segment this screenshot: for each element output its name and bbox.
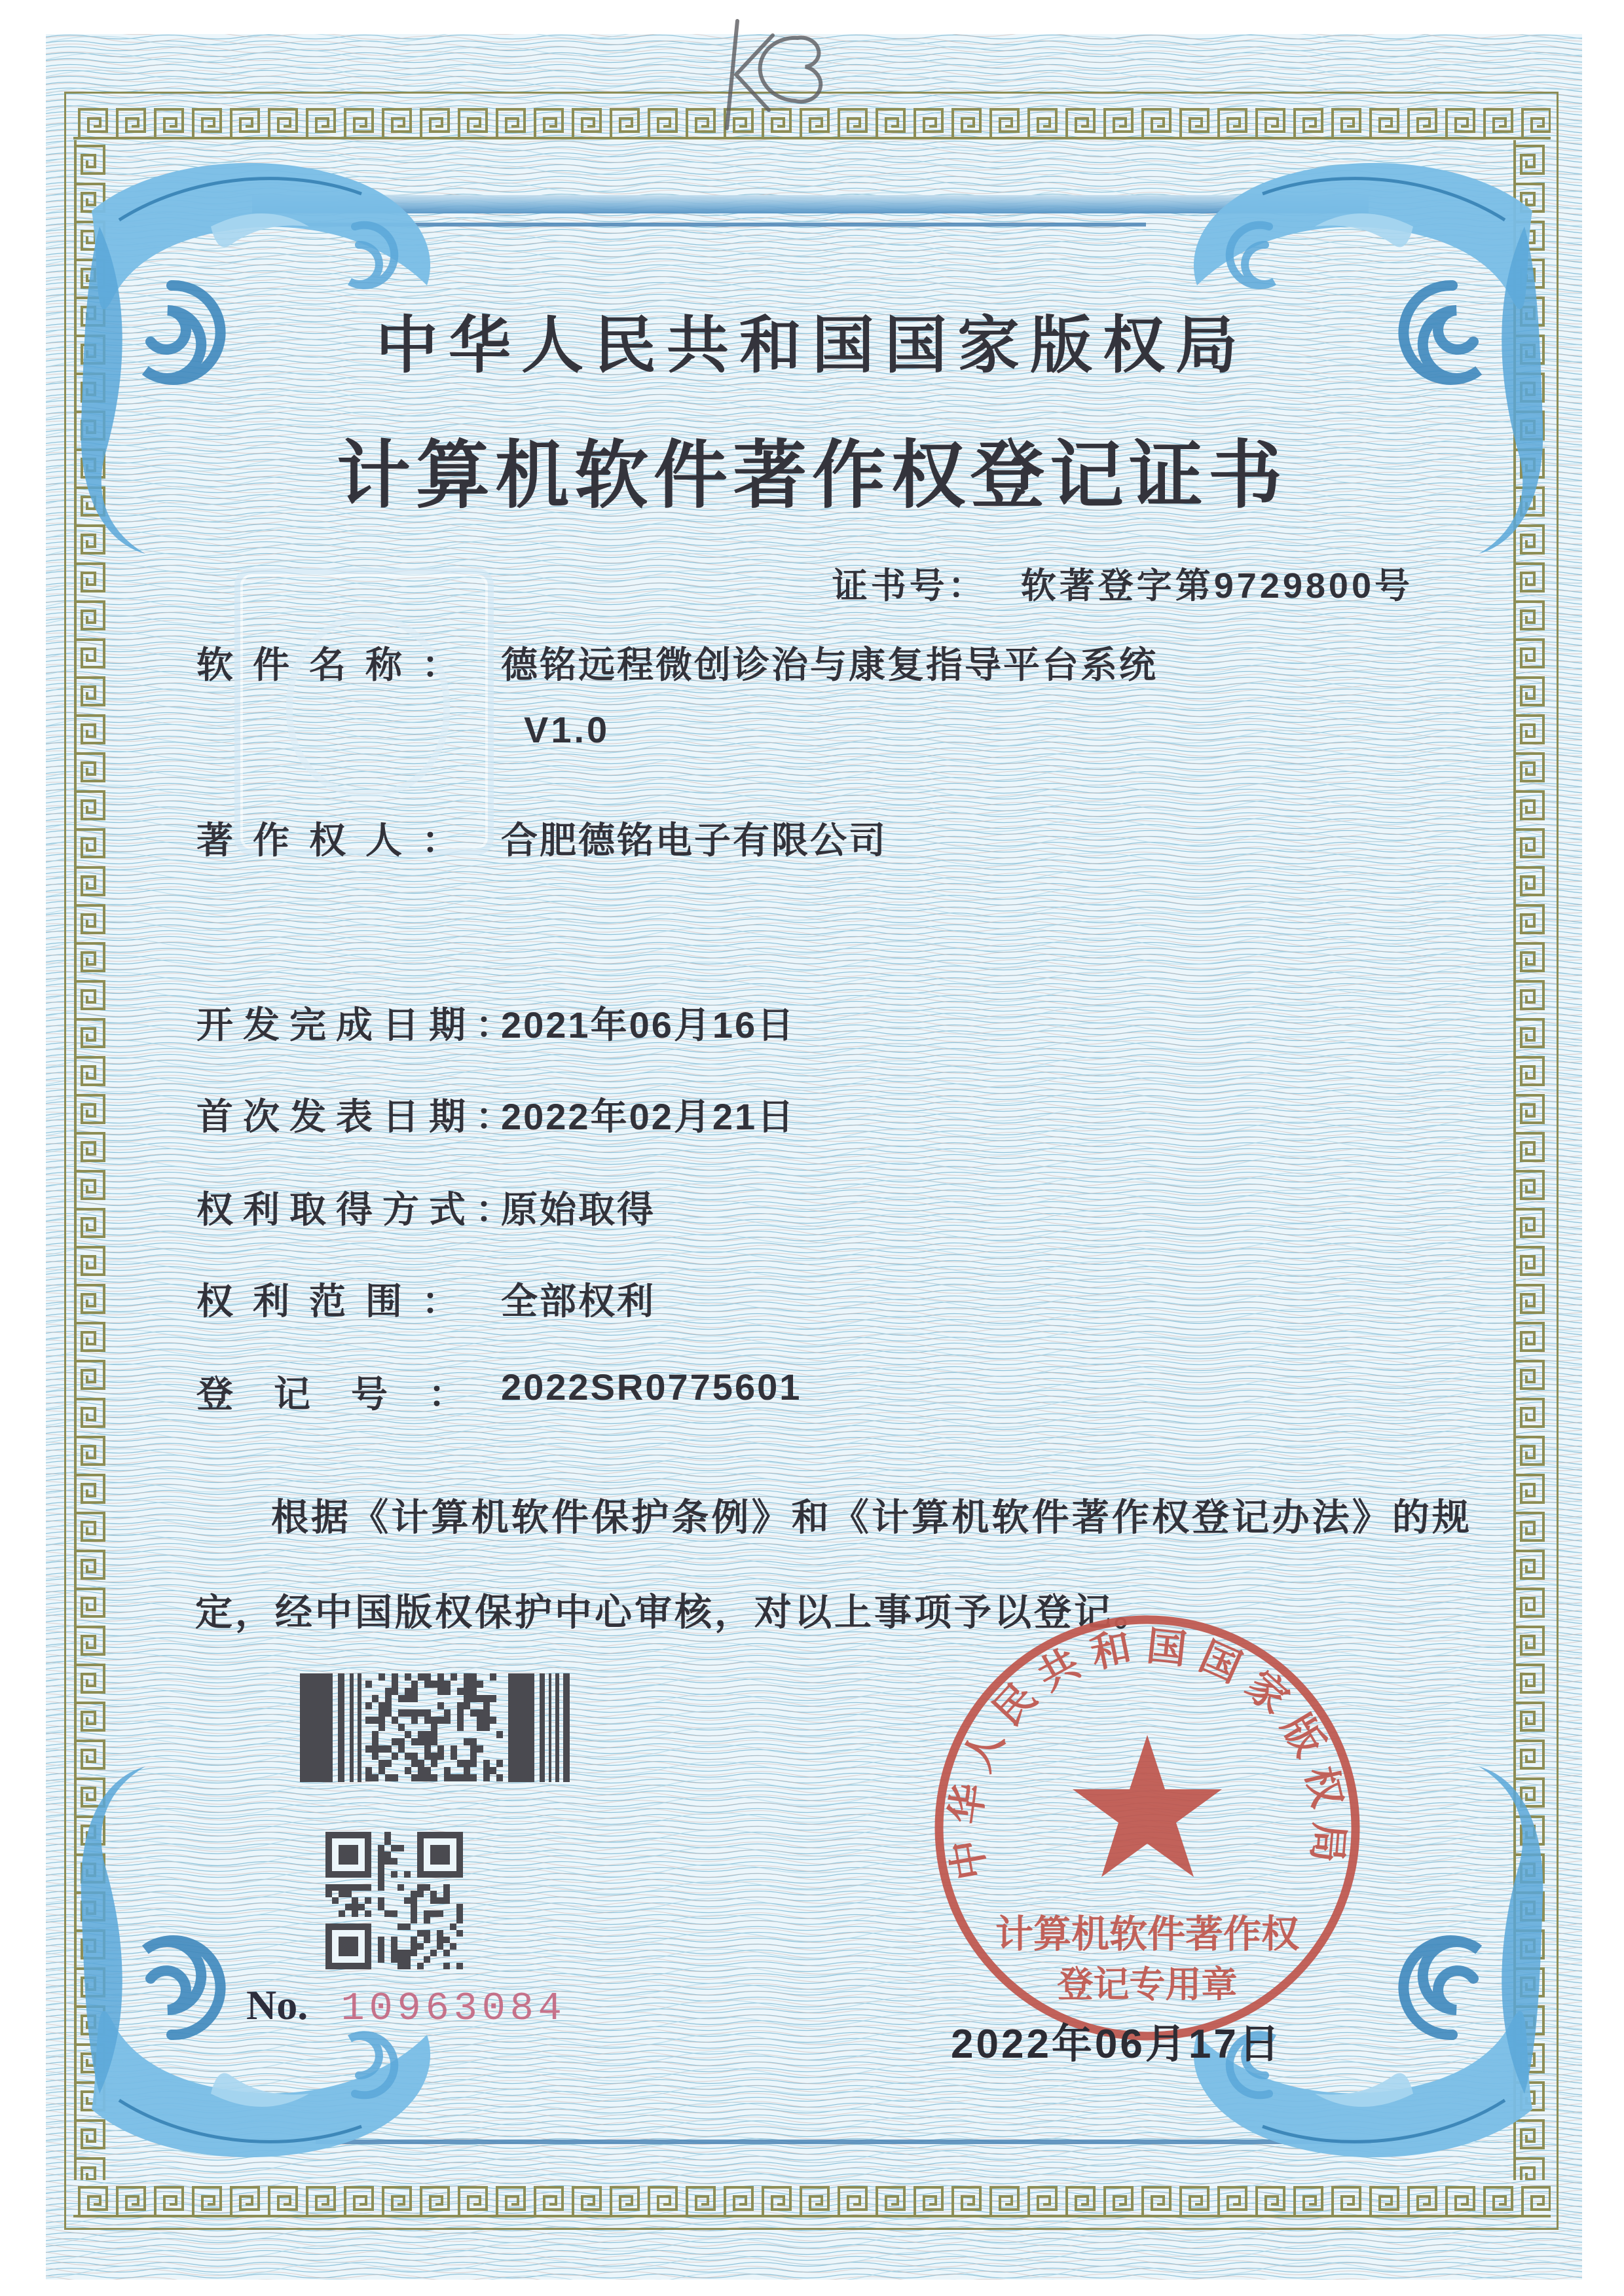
field-row-first-publication-date [0, 1088, 1624, 1140]
certificate-title: 计算机软件著作权登记证书 [337, 431, 1287, 519]
handwritten-mark [699, 12, 850, 136]
field-value: 德铭远程微创诊治与康复指导平台系统 [501, 644, 1158, 685]
field-value-version: V1.0 [524, 709, 610, 750]
field-row-rights-scope [0, 1273, 1624, 1325]
star-icon [1073, 1735, 1222, 1877]
field-label: 开发完成日期： [196, 1004, 522, 1046]
registration-statement: 根据《计算机软件保护条例》和《计算机软件著作权登记办法》的规定，经中国版权保护中心审核，对以上事项予以登记。 [195, 1497, 1472, 1633]
field-row-software-version [0, 708, 1624, 761]
field-label: 著作权人： [196, 820, 478, 861]
field-label: 登记号： [196, 1374, 506, 1415]
field-row-copyright-owner [0, 812, 1624, 864]
field-value: 2022年02月21日 [501, 1096, 796, 1137]
certificate-number-value: 软著登字第9729800号 [1020, 566, 1413, 606]
serial-number: 10963084 [341, 1987, 566, 2032]
certificate-number-line [832, 558, 1413, 608]
field-label: 权利范围： [196, 1281, 478, 1322]
field-row-registration-number [0, 1366, 1624, 1418]
official-seal [925, 1605, 1370, 2050]
field-row-software-name [0, 636, 1624, 689]
authority-title: 中华人民共和国国家版权局 [375, 309, 1248, 382]
field-value: 2022SR0775601 [501, 1366, 802, 1408]
qr-code [325, 1832, 464, 1971]
serial-number-line [246, 1981, 566, 2032]
field-label: 首次发表日期： [196, 1096, 522, 1137]
field-row-rights-acquisition [0, 1181, 1624, 1233]
seal-ring-text: 中华人民共和国国家版权局 [942, 1622, 1353, 1884]
field-row-dev-completion-date [0, 996, 1624, 1049]
field-value: 合肥德铭电子有限公司 [501, 820, 887, 861]
field-value: 2021年06月16日 [501, 1004, 796, 1046]
serial-label: No. [246, 1982, 308, 2028]
issue-date: 2022年06月17日 [951, 2022, 1282, 2067]
seal-line1: 计算机软件著作权 [995, 1912, 1300, 1956]
field-value: 原始取得 [501, 1189, 655, 1230]
barcode [300, 1673, 570, 1782]
greek-key-border-bottom [73, 2180, 1551, 2218]
field-label: 权利取得方式： [196, 1189, 522, 1230]
seal-line2: 登记专用章 [1057, 1963, 1238, 2005]
certificate-number-label: 证书号： [832, 566, 987, 606]
field-value: 全部权利 [501, 1281, 655, 1322]
field-label: 软件名称： [196, 644, 478, 685]
